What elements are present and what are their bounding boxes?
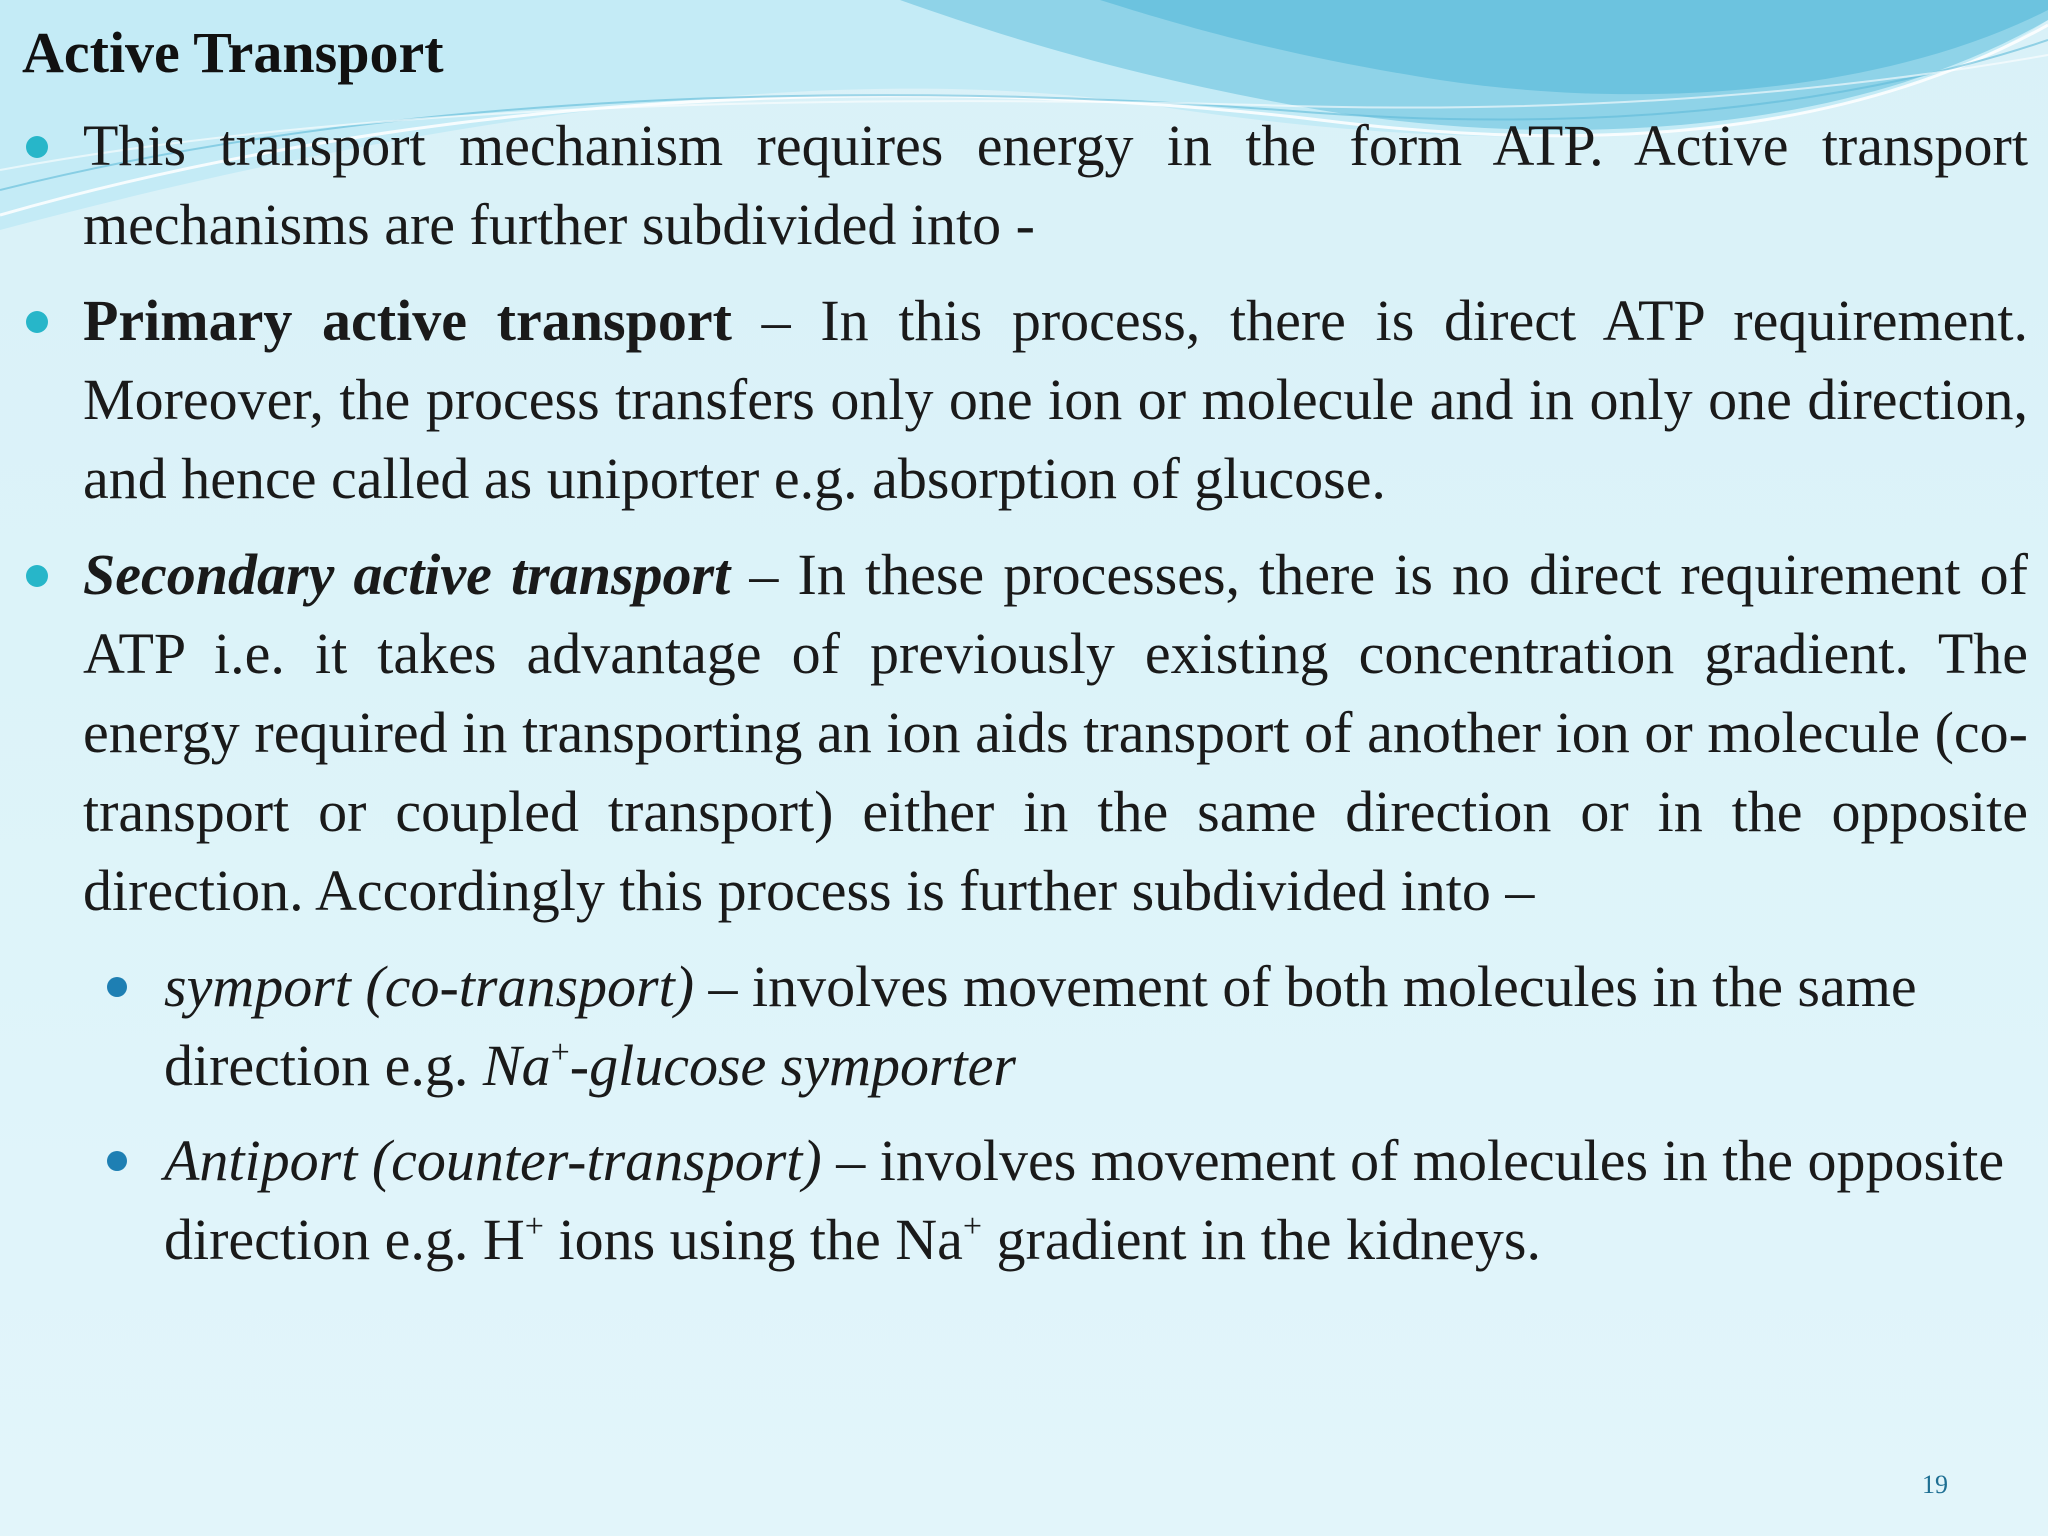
superscript-plus: + <box>524 1208 544 1245</box>
bullet-secondary-active-transport <box>24 535 2028 930</box>
bullet-text: – In these processes, there is no direct requirement of ATP i.e. it takes advantage of previously existing concentration gradient. The energy required in transporting an ion aids transport of another ion or molecule (co-transport or coupled transport) either in the same direction or in the opposite direction. Accordingly this process is further subdivided into – <box>83 542 2028 923</box>
superscript-plus: + <box>962 1208 983 1245</box>
sub-bullet-text: – involves movement of molecules in the opposite direction e.g. H <box>164 1128 2005 1272</box>
sub-bullet-text: gradient in the kidneys. <box>982 1207 1541 1272</box>
slide-content <box>24 106 2028 1295</box>
sub-bullet-symport <box>105 947 2028 1105</box>
bullet-dot-icon <box>26 136 48 158</box>
sub-bullet-dot-icon <box>107 977 127 997</box>
bullet-primary-active-transport <box>24 281 2028 518</box>
slide-title: Active Transport <box>22 20 444 85</box>
bullet-dot-icon <box>26 311 48 333</box>
example-na: Na <box>482 1033 551 1098</box>
sub-bullet-text: – involves movement of both molecules in the same direction e.g. <box>164 954 1917 1098</box>
bullet-text: This transport mechanism requires energy in the form ATP. Active transport mechanisms are further subdivided into - <box>83 113 2028 257</box>
bullet-term: Secondary active transport <box>83 542 731 607</box>
bullet-text: – In this process, there is direct ATP requirement. Moreover, the process transfers only one ion or molecule and in only one direction, and hence called as uniporter e.g. absorption of glucose. <box>83 288 2028 511</box>
sub-bullet-term: symport (co-transport) <box>164 954 695 1019</box>
bullet-dot-icon <box>26 565 48 587</box>
bullet-term: Primary active transport <box>83 288 732 353</box>
example-glucose-symporter: -glucose symporter <box>569 1033 1016 1098</box>
page-number: 19 <box>1922 1470 1948 1499</box>
sub-bullet-term: Antiport (counter-transport) <box>164 1128 822 1193</box>
bullet-active-transport-intro <box>24 106 2028 264</box>
sub-bullet-text: ions using the Na <box>543 1207 963 1272</box>
superscript-plus: + <box>550 1034 570 1071</box>
sub-bullet-antiport <box>105 1121 2028 1279</box>
sub-bullet-dot-icon <box>107 1151 127 1171</box>
